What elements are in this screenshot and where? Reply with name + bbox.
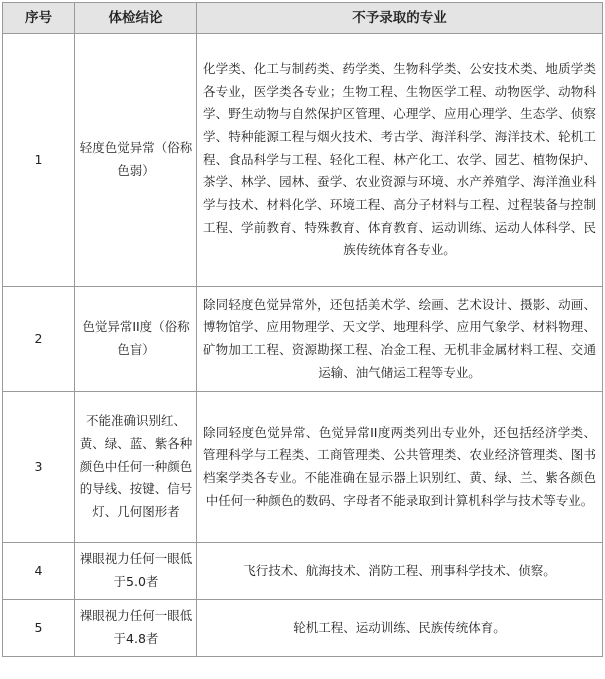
- row-seq: 3: [3, 392, 75, 543]
- row-seq: 4: [3, 543, 75, 600]
- table-row: [3, 34, 603, 287]
- row-majors: 飞行技术、航海技术、消防工程、刑事科学技术、侦察。: [197, 543, 603, 600]
- physical-exam-table: [2, 2, 603, 657]
- header-conclusion: 体检结论: [75, 3, 197, 34]
- row-majors: 除同轻度色觉异常、色觉异常II度两类列出专业外，还包括经济学类、管理科学与工程类、工商管理类、公共管理类、农业经济管理类、图书档案学类各专业。不能准确在显示器上识别红、黄、绿、兰、紫各颜色中任何一种颜色的数码、字母者不能录取到计算机科学与技术等专业。: [197, 392, 603, 543]
- table-row: [3, 392, 603, 543]
- row-conclusion: 裸眼视力任何一眼低于5.0者: [75, 543, 197, 600]
- row-majors: 轮机工程、运动训练、民族传统体育。: [197, 600, 603, 657]
- row-majors: 化学类、化工与制药类、药学类、生物科学类、公安技术类、地质学类各专业，医学类各专业；生物工程、生物医学工程、动物医学、动物科学、野生动物与自然保护区管理、心理学、应用心理学、生态学、侦察学、特种能源工程与烟火技术、考古学、海洋科学、海洋技术、轮机工程、食品科学与工程、轻化工程、林产化工、农学、园艺、植物保护、茶学、林学、园林、蚕学、农业资源与环境、水产养殖学、海洋渔业科学与技术、材料化学、环境工程、高分子材料与工程、过程装备与控制工程、学前教育、特殊教育、体育教育、运动训练、运动人体科学、民族传统体育各专业。: [197, 34, 603, 287]
- table-row: [3, 600, 603, 657]
- row-conclusion: 裸眼视力任何一眼低于4.8者: [75, 600, 197, 657]
- table-header-row: [3, 3, 603, 34]
- header-seq: 序号: [3, 3, 75, 34]
- row-seq: 1: [3, 34, 75, 287]
- row-conclusion: 色觉异常II度（俗称色盲）: [75, 287, 197, 392]
- row-seq: 5: [3, 600, 75, 657]
- row-majors: 除同轻度色觉异常外，还包括美术学、绘画、艺术设计、摄影、动画、博物馆学、应用物理学、天文学、地理科学、应用气象学、材料物理、矿物加工工程、资源勘探工程、冶金工程、无机非金属材料工程、交通运输、油气储运工程等专业。: [197, 287, 603, 392]
- header-majors: 不予录取的专业: [197, 3, 603, 34]
- table-row: [3, 543, 603, 600]
- table-row: [3, 287, 603, 392]
- row-conclusion: 轻度色觉异常（俗称色弱）: [75, 34, 197, 287]
- row-seq: 2: [3, 287, 75, 392]
- row-conclusion: 不能准确识别红、黄、绿、蓝、紫各种颜色中任何一种颜色的导线、按键、信号灯、几何图形者: [75, 392, 197, 543]
